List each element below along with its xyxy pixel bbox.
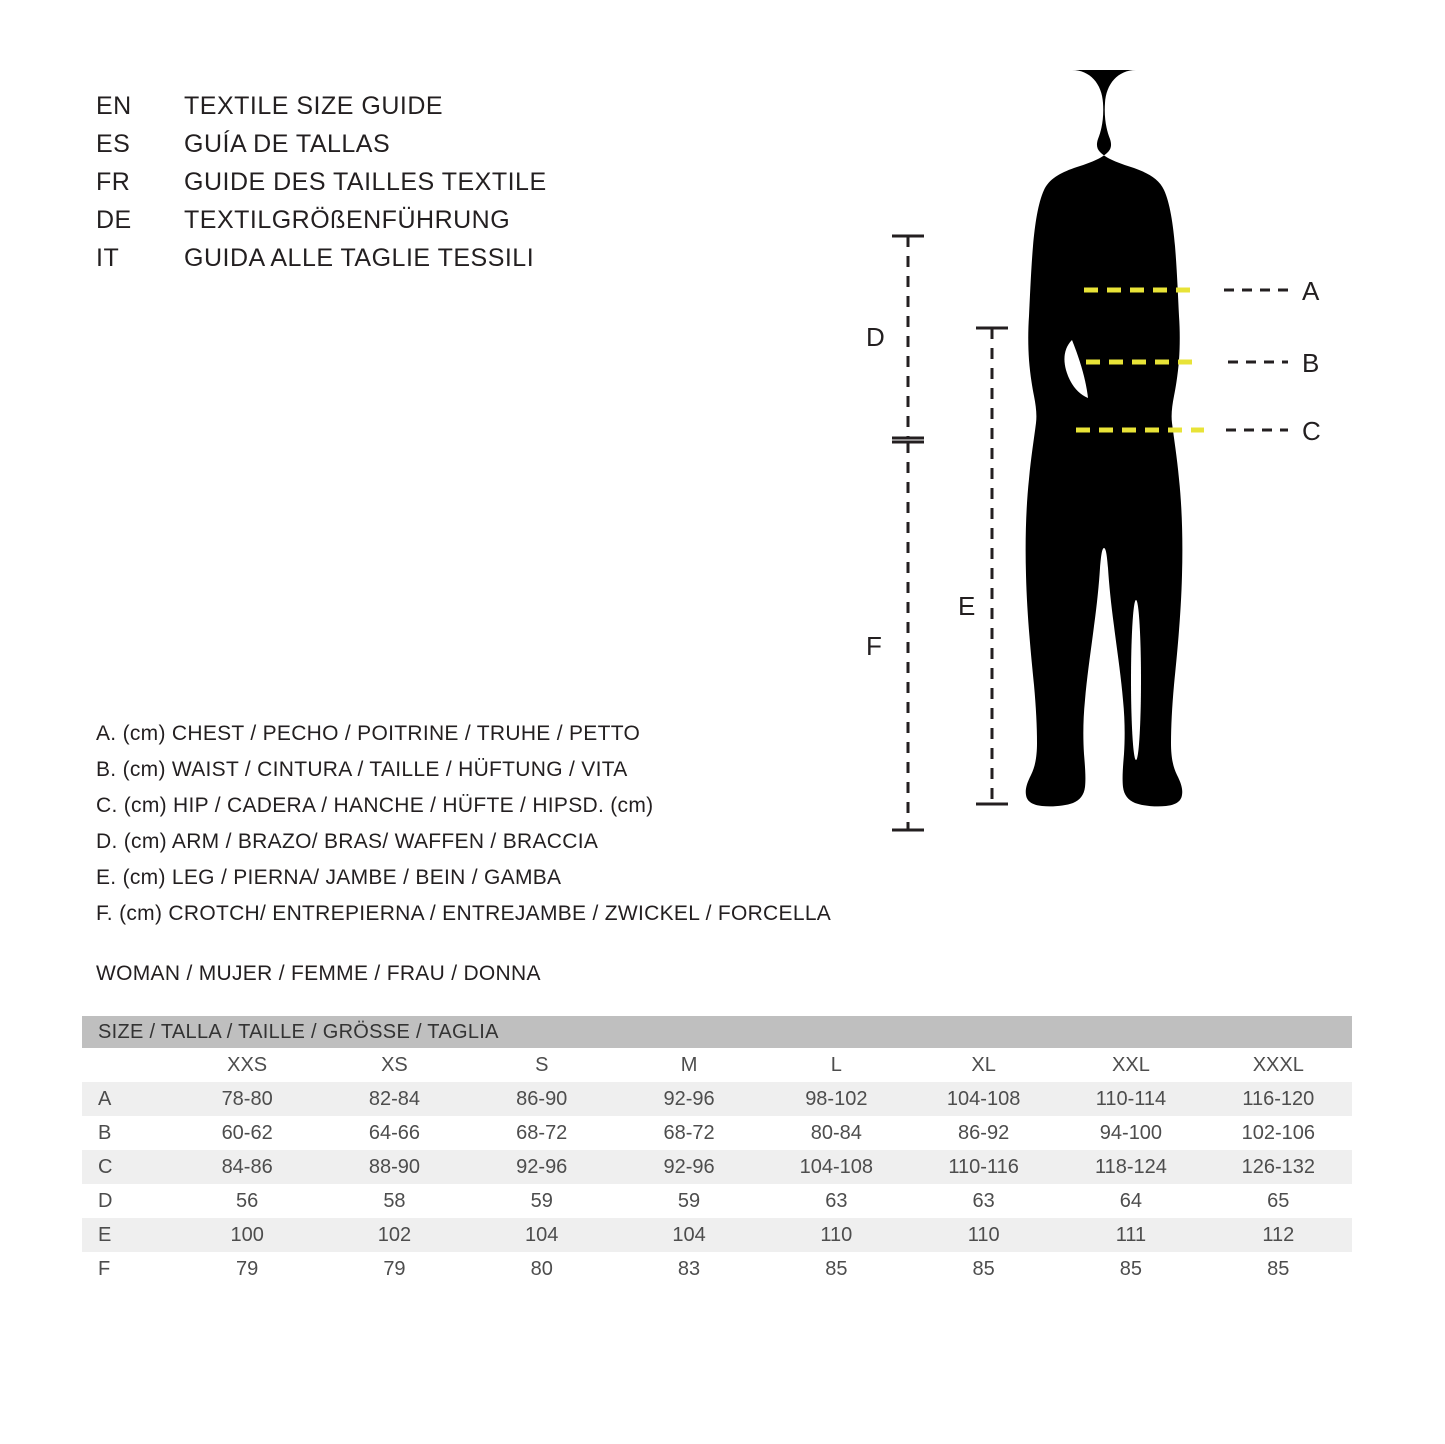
- table-cell: 112: [1262, 1223, 1295, 1246]
- table-cell: 92-96: [663, 1155, 715, 1178]
- table-cell: 86-90: [516, 1087, 568, 1110]
- language-row: [96, 168, 547, 206]
- language-code: EN: [96, 92, 132, 120]
- marker-label-d: D: [866, 322, 885, 352]
- table-row-sizes: [82, 1048, 1352, 1082]
- table-cell: 126-132: [1241, 1155, 1315, 1178]
- row-label: B: [98, 1121, 112, 1144]
- table-cell: 82-84: [368, 1087, 421, 1110]
- marker-label-a: A: [1302, 276, 1320, 306]
- table-cell: 102-106: [1241, 1121, 1315, 1144]
- legend-item: E. (cm) LEG / PIERNA/ JAMBE / BEIN / GAMBA: [96, 866, 562, 889]
- language-row: [96, 206, 547, 244]
- table-header-bar: [82, 1016, 1352, 1048]
- table-cell: 64-66: [368, 1121, 421, 1144]
- table-cell: 92-96: [516, 1155, 568, 1178]
- legend-item: B. (cm) WAIST / CINTURA / TAILLE / HÜFTUNG / VITA: [96, 758, 628, 781]
- size-column-header: L: [830, 1053, 842, 1076]
- row-label: A: [98, 1087, 112, 1110]
- table-cell: 80-84: [810, 1121, 862, 1144]
- language-text: GUIDE DES TAILLES TEXTILE: [184, 168, 547, 196]
- language-text: TEXTILE SIZE GUIDE: [184, 92, 444, 120]
- language-row: [96, 92, 547, 130]
- table-cell: 68-72: [516, 1121, 568, 1144]
- marker-label-c: C: [1302, 416, 1321, 446]
- size-table: [82, 1016, 1352, 1286]
- language-code: FR: [96, 168, 131, 196]
- table-cell: 85: [1267, 1257, 1290, 1280]
- silhouette-diagram: [840, 40, 1400, 940]
- table-cell: 83: [677, 1257, 701, 1280]
- size-column-header: XXS: [227, 1053, 268, 1076]
- table-cell: 104-108: [946, 1087, 1021, 1110]
- table-row: [82, 1184, 1352, 1218]
- table-cell: 63: [972, 1189, 995, 1212]
- table-cell: 110-114: [1095, 1087, 1167, 1110]
- leg-dimension-bracket: [976, 328, 1008, 804]
- table-cell: 68-72: [663, 1121, 715, 1144]
- table-cell: 58: [383, 1189, 406, 1212]
- table-cell: 85: [1119, 1257, 1143, 1280]
- row-label: C: [98, 1155, 113, 1178]
- table-cell: 110: [820, 1223, 853, 1246]
- language-code: ES: [96, 130, 131, 158]
- language-text: GUIDA ALLE TAGLIE TESSILI: [184, 244, 535, 272]
- language-code: DE: [96, 206, 132, 234]
- table-cell: 110: [967, 1223, 1000, 1246]
- table-row: [82, 1116, 1352, 1150]
- table-cell: 56: [236, 1189, 259, 1212]
- table-cell: 65: [1267, 1189, 1290, 1212]
- row-label: [82, 1048, 174, 1082]
- language-row: [96, 130, 547, 168]
- legend-item: A. (cm) CHEST / PECHO / POITRINE / TRUHE / PETTO: [96, 722, 641, 745]
- table-cell: 59: [677, 1189, 701, 1212]
- size-column-header: XXXL: [1252, 1053, 1304, 1076]
- language-code: IT: [96, 244, 120, 272]
- table-cell: 94-100: [1099, 1121, 1163, 1144]
- table-row: [82, 1252, 1352, 1286]
- table-cell: 98-102: [805, 1087, 868, 1110]
- table-cell: 118-124: [1094, 1155, 1167, 1178]
- size-column-header: XL: [971, 1053, 996, 1076]
- crotch-dimension-bracket: [892, 442, 924, 830]
- table-cell: 104: [672, 1223, 706, 1246]
- table-row: [82, 1082, 1352, 1116]
- table-cell: 84-86: [221, 1155, 273, 1178]
- woman-silhouette-icon: [1026, 70, 1208, 806]
- table-row: [82, 1150, 1352, 1184]
- table-cell: 116-120: [1242, 1087, 1315, 1110]
- table-cell: 86-92: [958, 1121, 1010, 1144]
- table-cell: 88-90: [368, 1155, 421, 1178]
- size-column-header: S: [535, 1053, 549, 1076]
- size-column-header: XS: [381, 1053, 408, 1076]
- measurement-legend: [96, 722, 831, 938]
- table-cell: 79: [383, 1257, 406, 1280]
- language-text: TEXTILGRÖßENFÜHRUNG: [184, 206, 511, 234]
- group-title: WOMAN / MUJER / FEMME / FRAU / DONNA: [96, 962, 541, 985]
- language-title-block: [96, 92, 547, 282]
- table-cell: 102: [377, 1223, 412, 1246]
- table-cell: 60-62: [221, 1121, 273, 1144]
- table-cell: 104: [525, 1223, 559, 1246]
- size-column-header: M: [680, 1053, 698, 1076]
- table-cell: 85: [972, 1257, 995, 1280]
- table-cell: 63: [825, 1189, 848, 1212]
- table-cell: 104-108: [799, 1155, 874, 1178]
- table-header-label: SIZE / TALLA / TAILLE / GRÖSSE / TAGLIA: [82, 1016, 1352, 1048]
- language-text: GUÍA DE TALLAS: [184, 130, 391, 158]
- table-cell: 79: [236, 1257, 259, 1280]
- table-cell: 85: [825, 1257, 848, 1280]
- table-row: [82, 1218, 1352, 1252]
- table-cell: 110-116: [948, 1155, 1019, 1178]
- marker-label-e: E: [958, 591, 976, 621]
- marker-label-f: F: [866, 631, 882, 661]
- measurement-figure: [840, 40, 1400, 940]
- table-cell: 100: [230, 1223, 264, 1246]
- marker-label-b: B: [1302, 348, 1320, 378]
- language-row: [96, 244, 547, 282]
- table-cell: 92-96: [663, 1087, 715, 1110]
- table-cell: 111: [1115, 1223, 1147, 1246]
- row-label: D: [98, 1189, 113, 1212]
- legend-item: D. (cm) ARM / BRAZO/ BRAS/ WAFFEN / BRACCIA: [96, 830, 599, 853]
- legend-item: F. (cm) CROTCH/ ENTREPIERNA / ENTREJAMBE / ZWICKEL / FORCELLA: [96, 902, 832, 925]
- table-cell: 64: [1119, 1189, 1143, 1212]
- legend-item: C. (cm) HIP / CADERA / HANCHE / HÜFTE / HIPSD. (cm): [96, 794, 654, 817]
- row-label: F: [98, 1257, 111, 1280]
- row-label: E: [98, 1223, 112, 1246]
- arm-dimension-bracket: [892, 236, 924, 438]
- table-cell: 78-80: [221, 1087, 273, 1110]
- table-cell: 80: [530, 1257, 553, 1280]
- size-column-header: XXL: [1112, 1053, 1150, 1076]
- table-cell: 59: [530, 1189, 553, 1212]
